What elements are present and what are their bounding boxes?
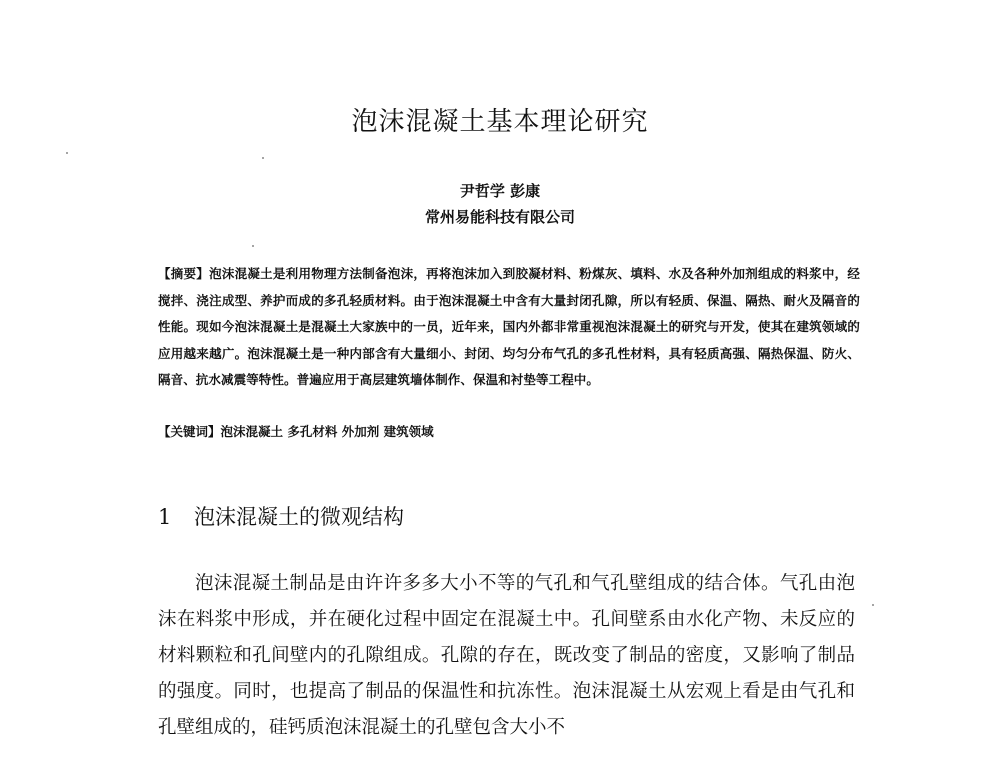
section-title: 泡沫混凝土的微观结构 <box>194 505 404 529</box>
body-paragraph: 泡沫混凝土制品是由许许多多大小不等的气孔和气孔壁组成的结合体。气孔由泡沫在料浆中形成，并在硬化过程中固定在混凝土中。孔间壁系由水化产物、未反应的材料颗粒和孔间壁内的孔隙组成。孔隙的存在，既改变了制品的密度，又影响了制品的强度。同时，也提高了制品的保温性和抗冻性。泡沫混凝土从宏观上看是由气孔和孔壁组成的，硅钙质泡沫混凝土的孔壁包含大小不 <box>158 573 855 738</box>
paper-title: 泡沫混凝土基本理论研究 <box>351 107 649 137</box>
abstract-text: 泡沫混凝土是利用物理方法制备泡沫，再将泡沫加入到胶凝材料、粉煤灰、填料、水及各种外加剂组成的料浆中，经搅拌、浇注成型、养护而成的多孔轻质材料。由于泡沫混凝土中含有大量封闭孔隙，所以有轻质、保温、隔热、耐火及隔音的性能。现如今泡沫混凝土是混凝土大家族中的一员，近年来，国内外都非常重视泡沫混凝土的研究与开发，使其在建筑领域的应用越来越广。泡沫混凝土是一种内部含有大量细小、封闭、均匀分布气孔的多孔性材料，具有轻质高强、隔热保温、防火、隔音、抗水减震等特性。普遍应用于高层建筑墙体制作、保温和衬垫等工程中。 <box>158 266 860 387</box>
abstract-block <box>158 261 860 394</box>
scan-speck <box>872 604 874 606</box>
paper-affiliation: 常州易能科技有限公司 <box>424 208 575 226</box>
keywords-label: 【关键词】 <box>158 424 221 439</box>
scan-speck <box>66 152 68 154</box>
abstract-label: 【摘要】 <box>158 266 210 281</box>
paper-authors: 尹哲学 彭康 <box>459 182 541 200</box>
scan-speck <box>252 245 254 247</box>
section-number: 1 <box>158 505 172 529</box>
keywords-block <box>158 419 860 445</box>
keywords-text: 泡沫混凝土 多孔材料 外加剂 建筑领域 <box>220 424 434 439</box>
section-heading <box>158 502 404 532</box>
scan-speck <box>262 157 264 159</box>
